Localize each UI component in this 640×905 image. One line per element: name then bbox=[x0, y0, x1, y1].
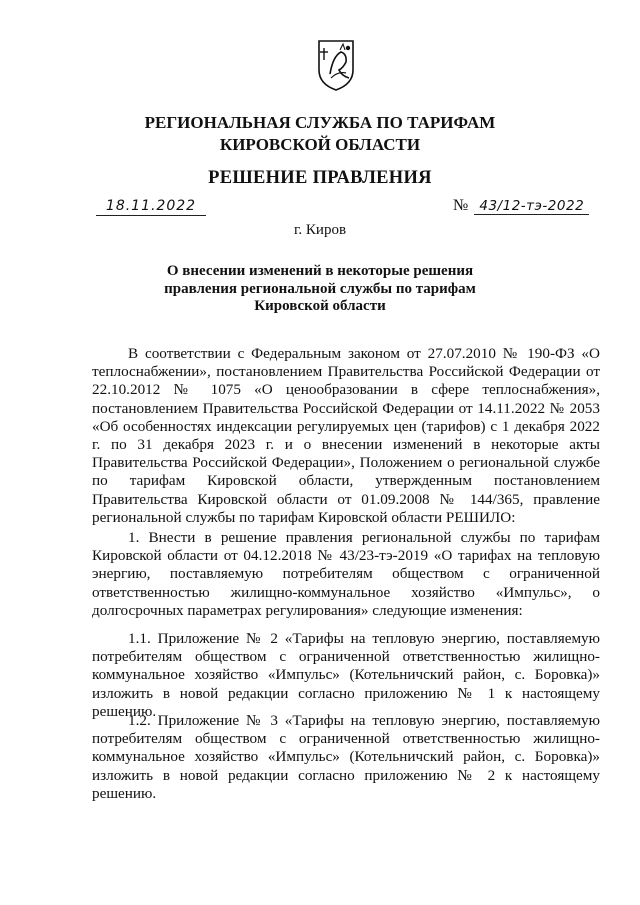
document-type-title: РЕШЕНИЕ ПРАВЛЕНИЯ bbox=[208, 168, 432, 188]
organization-line-2: КИРОВСКОЙ ОБЛАСТИ bbox=[219, 135, 421, 154]
organization-line-1: РЕГИОНАЛЬНАЯ СЛУЖБА ПО ТАРИФАМ bbox=[144, 113, 496, 132]
preamble-paragraph bbox=[92, 345, 600, 527]
number-sign: № bbox=[453, 197, 469, 214]
city-label: г. Киров bbox=[293, 222, 347, 238]
clause-1-text: 1. Внести в решение правления региональной службы по тарифам Кировской области от 04.12.2018 № 43/23-тэ-2019 «О тарифах на тепловую энергию, поставляемую потребителям обществом с ограниченной ответственностью жилищно-коммунальное хозяйство «Импульс», о долгосрочных параметрах регулирования» следующие изменения: bbox=[92, 529, 600, 619]
preamble-text: В соответствии с Федеральным законом от 27.07.2010 № 190-ФЗ «О теплоснабжении», постановлением Правительства Российской Федерации от 22.10.2012 № 1075 «О ценообразовании в сфере теплоснабжения», постановлением Правительства Российской Федерации от 14.11.2022 № 2053 «Об особенностях индексации регулируемых цен (тарифов) с 1 декабря 2022 г. по 31 декабря 2023 г. и о внесении изменений в некоторые акты Правительства Российской Федерации», Положением о региональной службе по тарифам Кировской области, утвержденным постановлением Правительства Кировской области от 01.09.2008 № 144/365, правление региональной службы по тарифам Кировской области РЕШИЛО: bbox=[92, 345, 600, 526]
clause-1-1-text: 1.1. Приложение № 2 «Тарифы на тепловую энергию, поставляемую потребителям обществом с ограниченной ответственностью жилищно-коммунальное хозяйство «Импульс» (Котельничский район, с. Боровка)» изложить в новой редакции согласно приложению № 1 к настоящему решению. bbox=[92, 630, 600, 720]
coat-of-arms-icon bbox=[316, 38, 356, 92]
handwritten-date: 18.11.2022 bbox=[96, 198, 206, 216]
decision-subject bbox=[150, 263, 490, 316]
subject-line-2: правления региональной службы по тарифам bbox=[164, 280, 476, 297]
organization-name bbox=[0, 112, 640, 156]
clause-1-2-paragraph bbox=[92, 712, 600, 803]
subject-line-1: О внесении изменений в некоторые решения bbox=[166, 263, 474, 279]
document-number bbox=[453, 197, 603, 215]
clause-1-1-paragraph bbox=[92, 630, 600, 721]
clause-1-paragraph bbox=[92, 529, 600, 620]
clause-1-2-text: 1.2. Приложение № 3 «Тарифы на тепловую энергию, поставляемую потребителям обществом с ограниченной ответственностью жилищно-коммунальное хозяйство «Импульс» (Котельничский район, с. Боровка)» изложить в новой редакции согласно приложению № 2 к настоящему решению. bbox=[92, 712, 600, 802]
handwritten-number: 43/12-тэ-2022 bbox=[474, 198, 589, 215]
subject-line-3: Кировской области bbox=[254, 298, 386, 314]
